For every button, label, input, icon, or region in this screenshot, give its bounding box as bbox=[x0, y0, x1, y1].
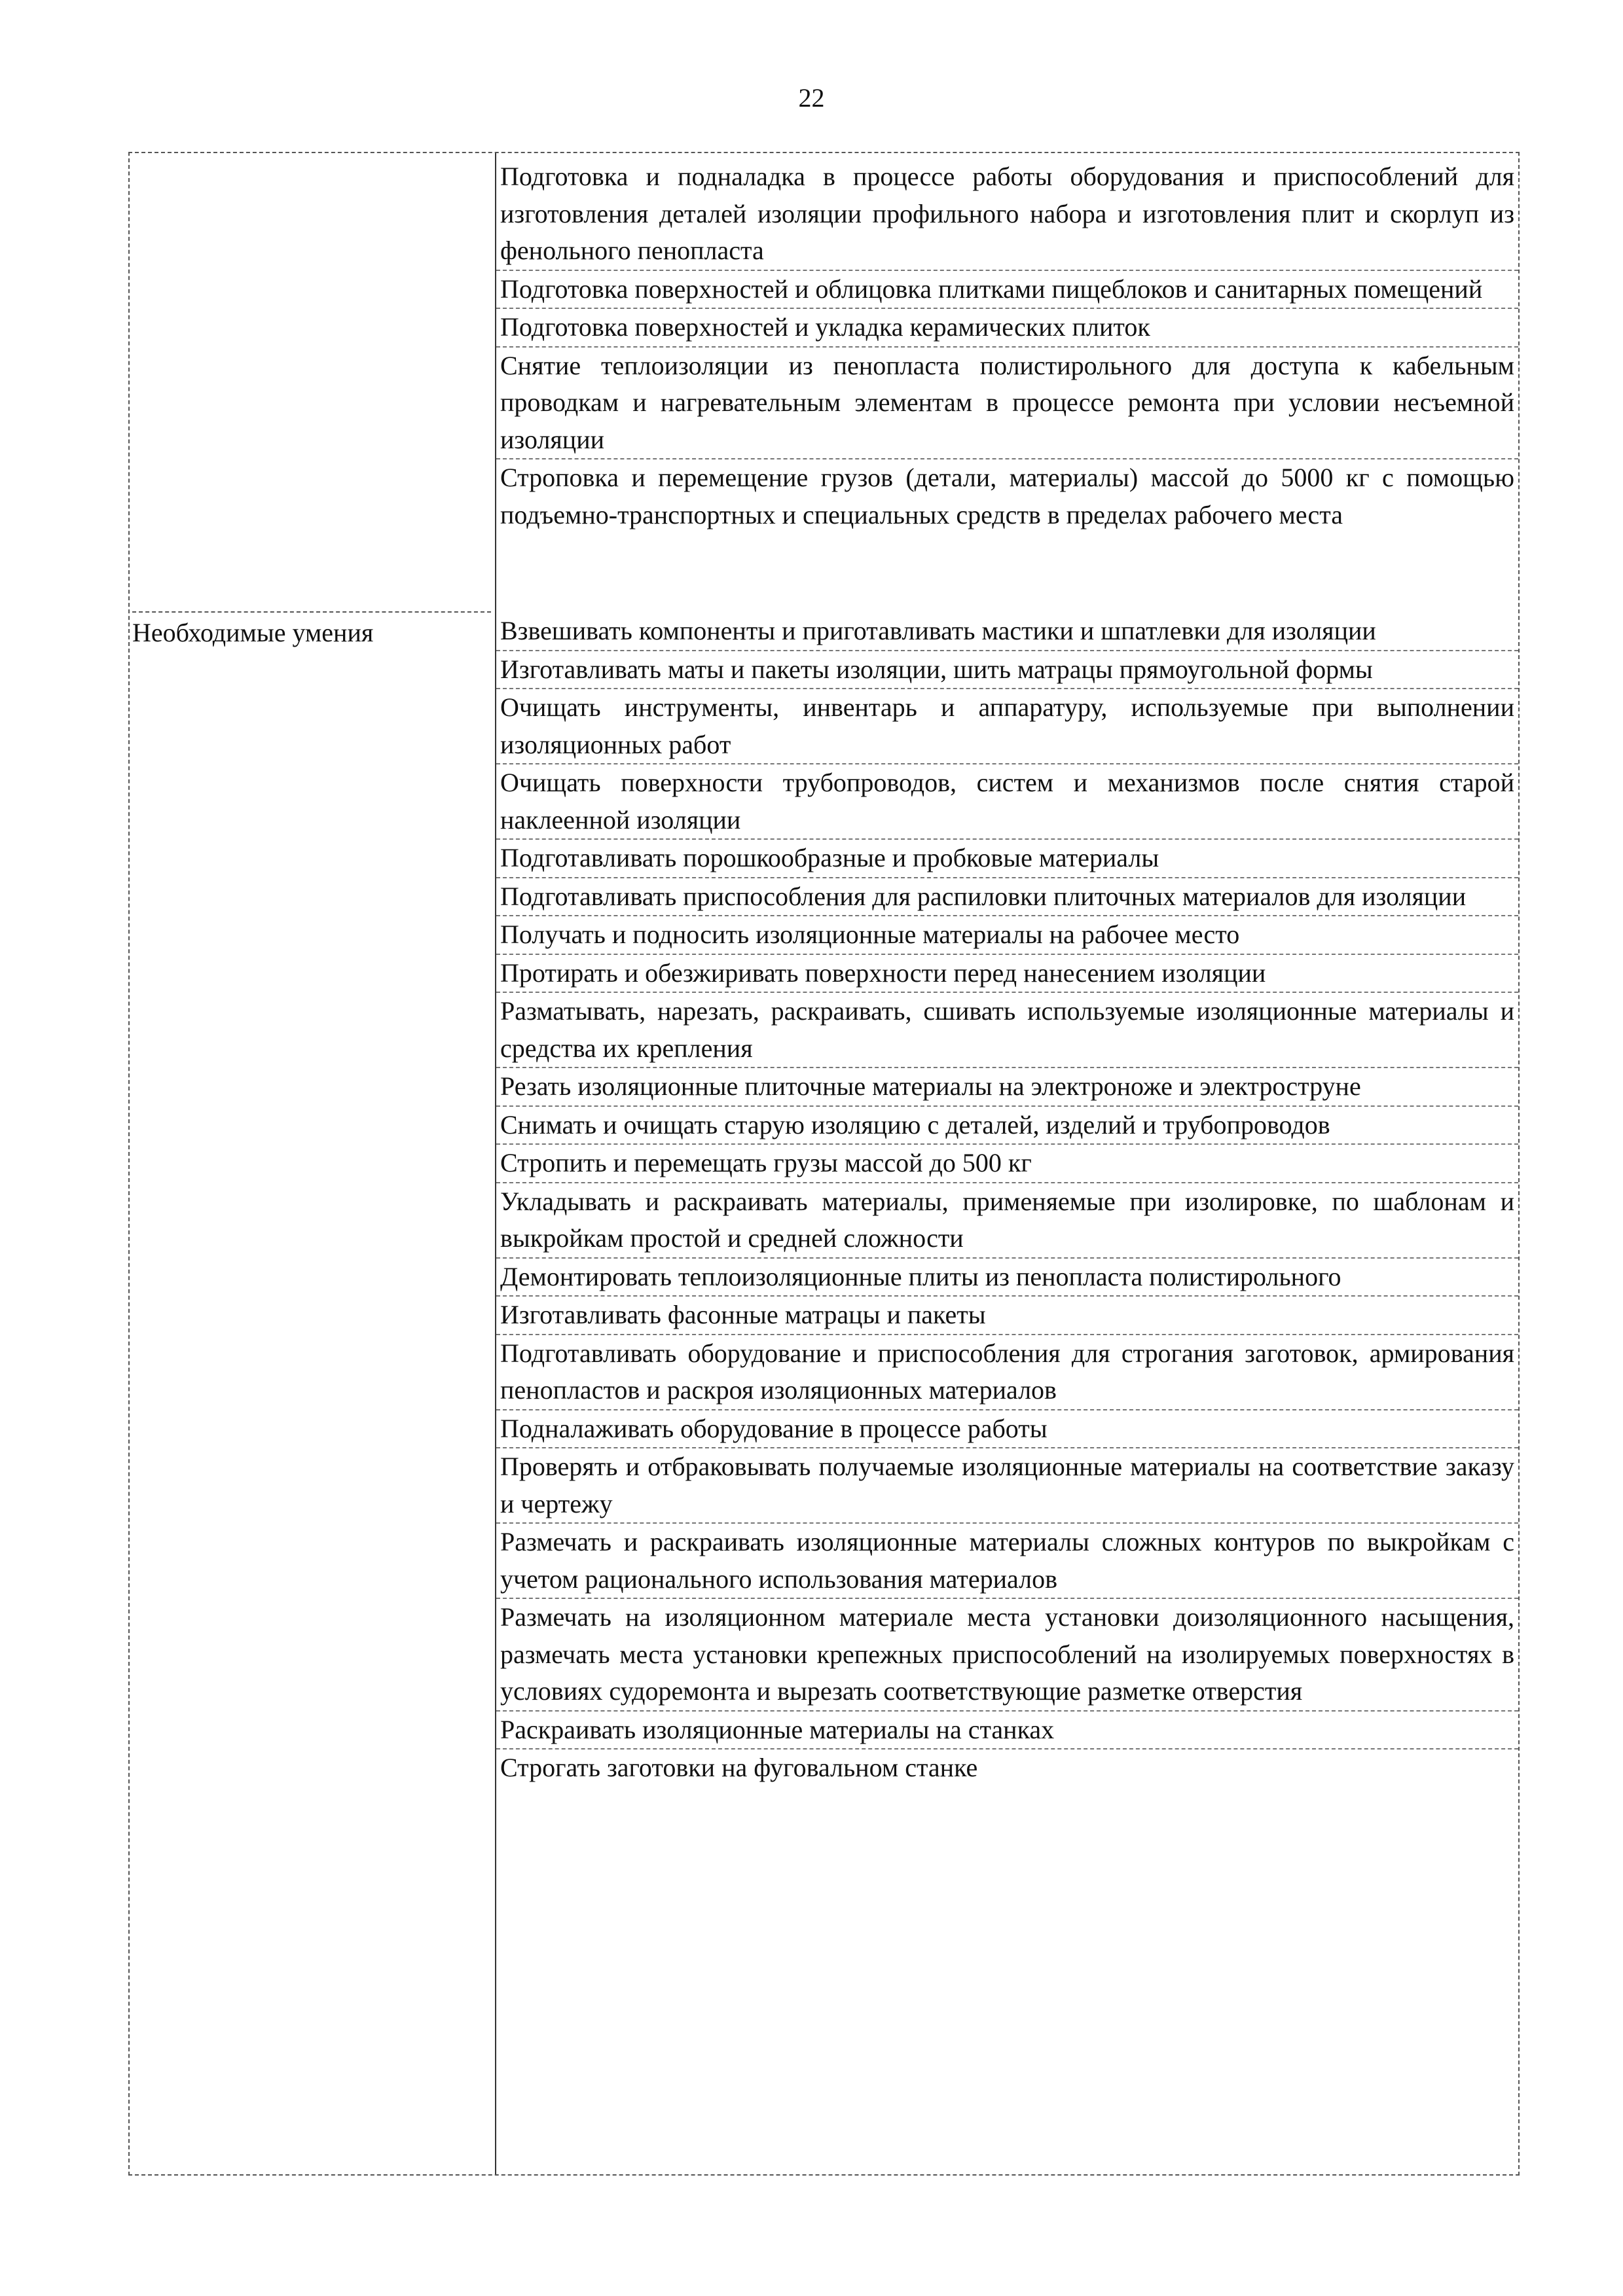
table-row: Подготовка поверхностей и укладка керамических плиток bbox=[496, 309, 1518, 348]
requirements-table bbox=[128, 152, 1520, 2176]
table-row: Снимать и очищать старую изоляцию с деталей, изделий и трубопроводов bbox=[496, 1107, 1518, 1145]
skills-list bbox=[496, 613, 1518, 1787]
table-row: Очищать поверхности трубопроводов, систем и механизмов после снятия старой наклеенной изоляции bbox=[496, 764, 1518, 840]
table-row: Демонтировать теплоизоляционные плиты из пенопласта полистирольного bbox=[496, 1259, 1518, 1297]
table-row: Размечать и раскраивать изоляционные материалы сложных контуров по выкройкам с учетом рационального использования материалов bbox=[496, 1524, 1518, 1599]
table-row: Взвешивать компоненты и приготавливать мастики и шпатлевки для изоляции bbox=[496, 613, 1518, 651]
table-row: Протирать и обезжиривать поверхности перед нанесением изоляции bbox=[496, 955, 1518, 994]
table-row: Укладывать и раскраивать материалы, применяемые при изолировке, по шаблонам и выкройкам простой и средней сложности bbox=[496, 1183, 1518, 1259]
table-row: Изготавливать фасонные матрацы и пакеты bbox=[496, 1297, 1518, 1335]
table-row: Подготавливать оборудование и приспособления для строгания заготовок, армирования пенопластов и раскроя изоляционных материалов bbox=[496, 1335, 1518, 1410]
table-row: Подготавливать приспособления для распиловки плиточных материалов для изоляции bbox=[496, 878, 1518, 917]
table-row: Строгать заготовки на фуговальном станке bbox=[500, 1753, 978, 1782]
table-row: Стропить и перемещать грузы массой до 500 кг bbox=[496, 1145, 1518, 1183]
table-row: Раскраивать изоляционные материалы на станках bbox=[496, 1712, 1518, 1750]
table-row: Размечать на изоляционном материале места установки доизоляционного насыщения, размечать места установки крепежных приспособлений на изолируемых поверхностях в условиях судоремонта и вырезать соответствующие разметке отверстия bbox=[496, 1599, 1518, 1712]
table-row: Подготовка и подналадка в процессе работы оборудования и приспособлений для изготовления деталей изоляции профильного набора и изготовления плит и скорлуп из фенольного пенопласта bbox=[496, 158, 1518, 271]
table-row: Снятие теплоизоляции из пенопласта полистирольного для доступа к кабельным проводкам и нагревательным элементам в процессе ремонта при условии несъемной изоляции bbox=[496, 348, 1518, 460]
table-row: Подналаживать оборудование в процессе работы bbox=[496, 1410, 1518, 1449]
table-row: Резать изоляционные плиточные материалы на электроноже и электроструне bbox=[496, 1068, 1518, 1107]
table-row: Строповка и перемещение грузов (детали, материалы) массой до 5000 кг с помощью подъемно-транспортных и специальных средств в пределах рабочего места bbox=[500, 463, 1514, 529]
table-row: Подготовка поверхностей и облицовка плитками пищеблоков и санитарных помещений bbox=[496, 271, 1518, 310]
table-row: Получать и подносить изоляционные материалы на рабочее место bbox=[496, 916, 1518, 955]
table-row: Проверять и отбраковывать получаемые изоляционные материалы на соответствие заказу и чертежу bbox=[496, 1448, 1518, 1524]
table-row: Подготавливать порошкообразные и пробковые материалы bbox=[496, 840, 1518, 878]
page-number: 22 bbox=[798, 83, 825, 113]
skills-section-label: Необходимые умения bbox=[132, 611, 491, 649]
table-row: Разматывать, нарезать, раскраивать, сшивать используемые изоляционные материалы и средства их крепления bbox=[496, 993, 1518, 1068]
table-row: Изготавливать маты и пакеты изоляции, шить матрацы прямоугольной формы bbox=[496, 651, 1518, 690]
continued-actions-list bbox=[496, 158, 1518, 533]
table-row: Очищать инструменты, инвентарь и аппаратуру, используемые при выполнении изоляционных работ bbox=[496, 689, 1518, 764]
